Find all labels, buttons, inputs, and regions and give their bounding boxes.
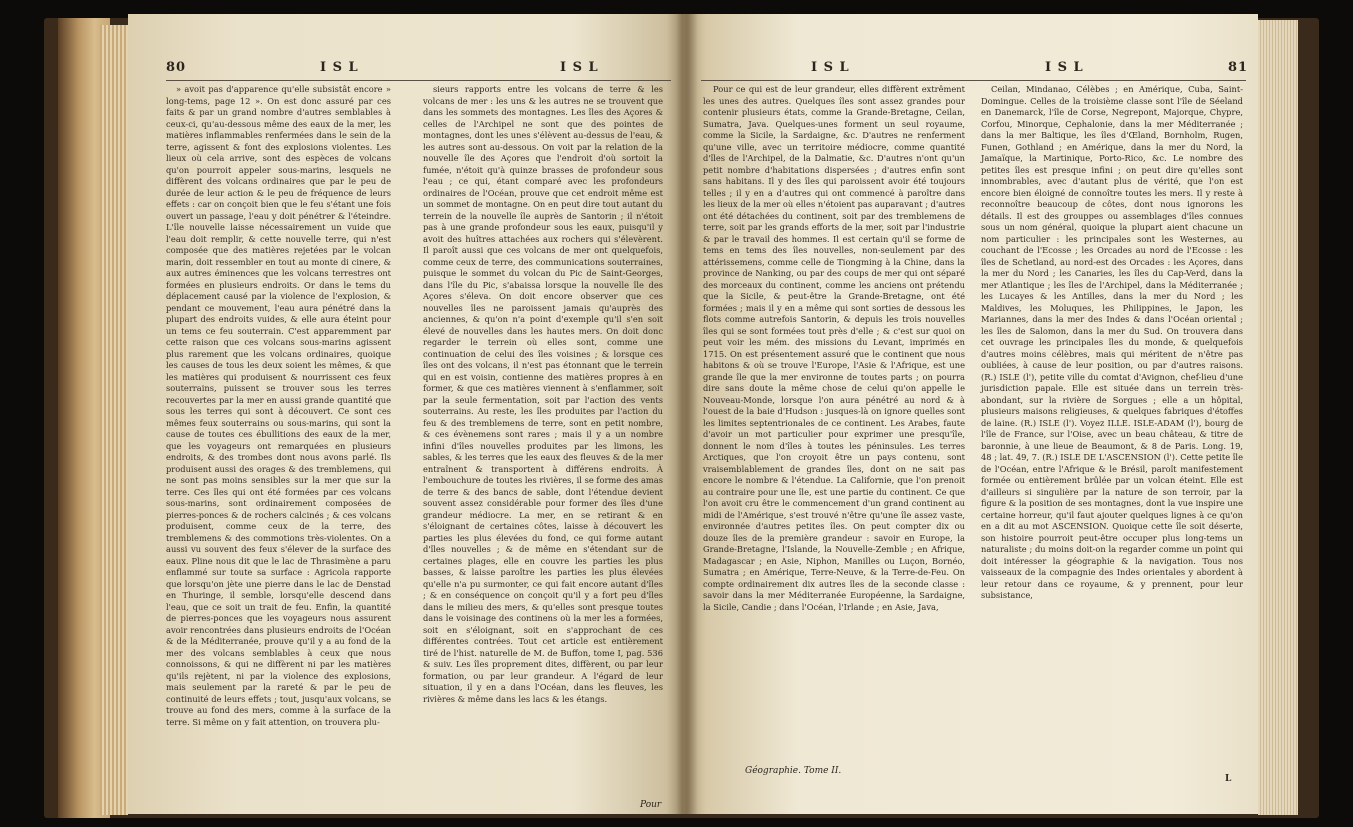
left-page-number: 80 [166,60,187,75]
left-catchword: Pour [640,800,662,810]
right-column-1-text: Pour ce qui est de leur grandeur, elles diffèrent extrêment les unes des autres. Quelques îles sont assez grandes pour contenir plusieurs états, comme la Grande-Bretagne, Ceilan, Sumatra, Java. Quelques-unes forment un seul royaume, comme la Sicile, la Sardaigne, &c. D'autres ne renferment qu'une ville, avec un territoire médiocre, comme quantité d'îles de l'Archipel, de la Dalmatie, &c. D'autres n'ont qu'un petit nombre d'habitations dispersées ; d'autres enfin sont sans habitans. Il y des îles qui paroissent avoir été toujours telles ; il y en a d'autres qui ont commencé à paroître dans les lieux de la mer où elles n'étoient pas auparavant ; d'autres ont été détachées du continent, soit par des tremblemens de terre, soit par les grands efforts de la mer, soit par l'industrie & par le travail des hommes. Il est certain qu'il se forme de tems en tems des îles nouvelles, non-seulement par des attérissemens, comme celle de Tiongming à la Chine, dans la province de Nanking, ou par des coups de mer qui ont séparé des morceaux du continent, comme les anciens ont prétendu que la Sicile, & peut-être la Grande-Bretagne, ont été formées ; mais il y en a même qui sont sorties de dessous les flots comme autrefois Santorin, & depuis les trois nouvelles îles qui se sont formées tout près d'elle ; & c'est sur quoi on peut voir les mém. des missions du Levant, imprimés en 1715. On est présentement assuré que le continent que nous habitons & où se trouve l'Europe, l'Asie & l'Afrique, est une grande île que la mer environne de toutes parts ; on pourra dire sans doute la même chose de celui qu'on appelle le Nouveau-Monde, lorsque l'on aura pénétré au nord & à l'ouest de la baie d'Hudson : jusques-là on ignore quelles sont les limites septentrionales de ce continent. Les Arabes, faute d'avoir un mot particulier pour exprimer une presqu'île, donnent le nom d'îles à toutes les péninsules. Les terres Arctiques, que l'on croyoit être un pays contenu, sont vraisemblablement de grandes îles, dont on ne sait pas encore le nombre & l'étendue. La Californie, que l'on prenoit au contraire pour une île, est une partie du continent. Ce que l'on avoit cru être le commencement d'un grand continent au midi de l'Amérique, s'est trouvé n'être qu'une île assez vaste, environnée d'autres petites îles. On peut compter dix ou douze îles de la première grandeur : savoir en Europe, la Grande-Bretagne, l'Islande, la Nouvelle-Zemble ; en Afrique, Madagascar ; en Asie, Niphon, Manilles ou Luçon, Bornéo, Sumatra ; en Amérique, Terre-Neuve, & la Terre-de-Feu. On compte ordinairement dix autres îles de la seconde classe : savoir dans la mer Méditerranée Européenne, la Sardaigne, la Sicile, Candie ; dans l'Océan, l'Irlande ; en Asie, Java, [703,84,965,612]
left-page [128,14,683,814]
left-column-1 [166,84,391,728]
right-column-1 [703,84,965,613]
right-column-2 [981,84,1243,602]
left-column-2-text: sieurs rapports entre les volcans de terre & les volcans de mer : les uns & les autres ne se trouvent que dans les sommets des montagnes. Les îles des Açores & celles de l'Archipel ne sont que des pointes de montagnes, dont les unes s'élèvent au-dessus de l'eau, & les autres sont au-dessous. On voit par la relation de la nouvelle île des Açores que l'endroit d'où sortoit la fumée, n'étoit qu'à quinze brasses de profondeur sous l'eau ; ce qui, étant comparé avec les profondeurs ordinaires de l'Océan, prouve que cet endroit même est un sommet de montagne. On en peut dire tout autant du terrein de la nouvelle île auprès de Santorin ; il n'étoit pas à une grande profondeur sous les eaux, puisqu'il y avoit des huîtres attachées aux rochers qui s'élevèrent. Il paroît aussi que ces volcans de mer ont quelquefois, comme ceux de terre, des communications souterraines, puisque le sommet du volcan du Pic de Saint-Georges, dans l'île du Pic, s'abaissa lorsque la nouvelle île des Açores s'éleva. On doit encore observer que ces nouvelles îles ne paroissent jamais qu'auprès des anciennes, & qu'on n'a point d'exemple qu'il s'en soit élevé de nouvelles dans les hautes mers. On doit donc regarder le terrein où elles sont, comme une continuation de celui des îles voisines ; & lorsque ces îles ont des volcans, il n'est pas étonnant que le terrein qui en est voisin, contienne des matières propres à en former, & que ces matières viennent à s'enflammer, soit par la seule fermentation, soit par l'action des vents souterrains. Au reste, les îles produites par l'action du feu & des tremblemens de terre, sont en petit nombre, & ces évènemens sont rares ; mais il y a un nombre infini d'îles nouvelles produites par les limons, les sables, & les terres que les eaux des fleuves & de la mer entraînent & transportent à différens endroits. À l'embouchure de toutes les rivières, il se forme des amas de terre & des bancs de sable, dont l'étendue devient souvent assez considérable pour former des îles d'une grandeur médiocre. La mer, en se retirant & en s'éloignant de certaines côtes, laisse à découvert les parties les plus élevées du fond, ce qui forme autant d'îles nouvelles ; & de même en s'étendant sur de certaines plages, elle en couvre les parties les plus basses, & laisse paroître les parties les plus élevées qu'elle n'a pu surmonter, ce qui fait encore autant d'îles ; & en conséquence on conçoit qu'il y a fort peu d'îles dans le milieu des mers, & qu'elles sont presque toutes dans le voisinage des continens où la mer les a formées, soit en s'éloignant, soit en s'approchant de ces différentes contrées. Tout cet article est entièrement tiré de l'hist. naturelle de M. de Buffon, tome I, pag. 536 & suiv. Les îles proprement dites, diffèrent, ou par leur formation, ou par leur grandeur. A l'égard de leur situation, il y en a dans l'Océan, dans les fleuves, les rivières & même dans les lacs & les étangs. [423,84,663,704]
page-stack-left [100,25,128,815]
left-head-rule [166,80,671,81]
left-column-2 [423,84,663,705]
right-running-head-1: I S L [811,60,850,75]
right-page-number: 81 [1228,60,1249,75]
signature-mark: L [1225,774,1232,784]
page-stack-right [1258,20,1298,815]
left-column-1-text: » avoit pas d'apparence qu'elle subsistât encore » long-tems, page 12 ». On est donc assuré par ces faits & par un grand nombre d'autres semblables à ceux-ci, qu'au-dessous même des eaux de la mer, les matières inflammables renfermées dans le sein de la terre, agissent & font des explosions violentes. Les lieux où cela arrive, sont des espèces de volcans qu'on pourroit appeler sous-marins, lesquels ne diffèrent des volcans ordinaires que par le peu de durée de leur action & le peu de fréquence de leurs effets : car on conçoit bien que le feu s'étant une fois ouvert un passage, l'eau y doit pénétrer & l'éteindre. L'île nouvelle laisse nécessairement un vuide que l'eau doit remplir, & cette nouvelle terre, qui n'est composée que des matières rejetées par le volcan marin, doit ressembler en tout au monte di cinere, & aux autres éminences que les volcans terrestres ont formées en plusieurs endroits. Or dans le tems du déplacement causé par la violence de l'explosion, & pendant ce mouvement, l'eau aura pénétré dans la plupart des endroits vuides, & elle aura éteint pour un tems ce feu souterrain. C'est apparemment par cette raison que ces volcans sous-marins agissent plus rarement que les volcans ordinaires, quoique les causes de tous les deux soient les mêmes, & que les matières qui produisent & nourrissent ces feux souterrains, puissent se trouver sous les terres recouvertes par la mer en aussi grande quantité que sous les terres qui sont à découvert. Ce sont ces mêmes feux souterrains ou sous-marins, qui sont la cause de toutes ces ébullitions des eaux de la mer, que les voyageurs ont remarquées en plusieurs endroits, & des trombes dont nous avons parlé. Ils produisent aussi des orages & des tremblemens, qui ne sont pas moins sensibles sur la mer que sur la terre. Ces îles qui ont été formées par ces volcans sous-marins, sont ordinairement composées de pierres-ponces & de rochers calcinés ; & ces volcans produisent, comme ceux de la terre, des tremblemens & des commotions très-violentes. On a aussi vu souvent des feux s'élever de la surface des eaux. Pline nous dit que le lac de Thrasimène a paru enflammé sur toute sa surface : Agricola rapporte que lorsqu'on jète une pierre dans le lac de Denstad en Thuringe, il semble, lorsqu'elle descend dans l'eau, que ce soit un trait de feu. Enfin, la quantité de pierres-ponces que les voyageurs nous assurent avoir rencontrées dans plusieurs endroits de l'Océan & de la Méditerranée, prouve qu'il y a au fond de la mer des volcans semblables à ceux que nous connoissons, & qui ne diffèrent ni par les matières qu'ils rejètent, ni par la violence des explosions, mais seulement par la rareté & par le peu de continuité de leurs effets ; tout, jusqu'aux volcans, se trouve au fond des mers, comme à la surface de la terre. Si même on y fait attention, on trouvera plu- [166,84,391,727]
left-running-head-2: I S L [560,60,599,75]
signature-line: Géographie. Tome II. [745,766,842,776]
book-gutter [676,14,698,814]
right-column-2-text: Ceilan, Mindanao, Célèbes ; en Amérique, Cuba, Saint-Domingue. Celles de la troisième classe sont l'île de Séeland en Danemarck, l'île de Corse, Negrepont, Majorque, Chypre, Corfou, Minorque, Cephalonie, dans la mer Méditerranée ; dans la mer Baltique, les îles d'Œland, Bornholm, Rugen, Funen, Gothland ; en Amérique, dans la mer du Nord, la Jamaïque, la Martinique, Porto-Rico, &c. Le nombre des petites îles est presque infini ; on peut dire qu'elles sont innombrables, avec d'autant plus de vérité, que l'on est encore bien éloigné de connoître toutes les mers. Il y reste à reconnoître beaucoup de côtes, dont nous ignorons les détails. Il est des grouppes ou assemblages d'îles connues sous un nom général, quoique la plupart aient chacune un nom particulier : les principales sont les Westernes, au couchant de l'Ecosse ; les Orcades au nord de l'Ecosse : les îles de Schetland, au nord-est des Orcades : les Açores, dans la mer du Nord ; les Canaries, les îles du Cap-Verd, dans la mer Atlantique ; les îles de l'Archipel, dans la Méditerranée ; les Lucayes & les Antilles, dans la mer du Nord ; les Maldives, les Moluques, les Philippines, le Japon, les Mariannes, dans la mer des Indes & dans l'Océan oriental ; les îles de Salomon, dans la mer du Sud. On trouvera dans cet ouvrage les principales îles du monde, & quelquefois d'autres moins célèbres, mais qui méritent de n'être pas oubliées, à cause de leur position, ou par d'autres raisons. (R.) ISLE (l'), petite ville du comtat d'Avignon, chef-lieu d'une jurisdiction papale. Elle est située dans un terrein très-abondant, sur la rivière de Sorgues ; elle a un hôpital, plusieurs maisons religieuses, & quelques fabriques d'étoffes de laine. (R.) ISLE (l'). Voyez ILLE. ISLE-ADAM (l'), bourg de l'île de France, sur l'Oise, avec un beau château, & titre de baronnie, à une lieue de Beaumont, & 8 de Paris. Long. 19, 48 ; lat. 49, 7. (R.) ISLE DE L'ASCENSION (l'). Cette petite île de l'Océan, entre l'Afrique & le Brésil, paroît manifestement formée ou entièrement brûlée par un volcan éteint. Elle est d'ailleurs si singulière par la nature de son terroir, par la figure & la position de ses montagnes, dont la vue inspire une certaine horreur, qu'il faut ajouter quelques lignes à ce qu'on en a dit au mot ASCENSION. Quoique cette île soit déserte, son histoire pourroit peut-être occuper plus long-tems un naturaliste ; du moins doit-on la regarder comme un point qui doit intéresser la géographie & la navigation. Tous nos vaisseaux de la compagnie des Indes orientales y abordent à leur retour dans ce royaume, & y prennent, pour leur subsistance, [981,84,1243,600]
right-page [683,14,1258,814]
left-running-head-1: I S L [320,60,359,75]
right-running-head-2: I S L [1045,60,1084,75]
right-head-rule [701,80,1246,81]
